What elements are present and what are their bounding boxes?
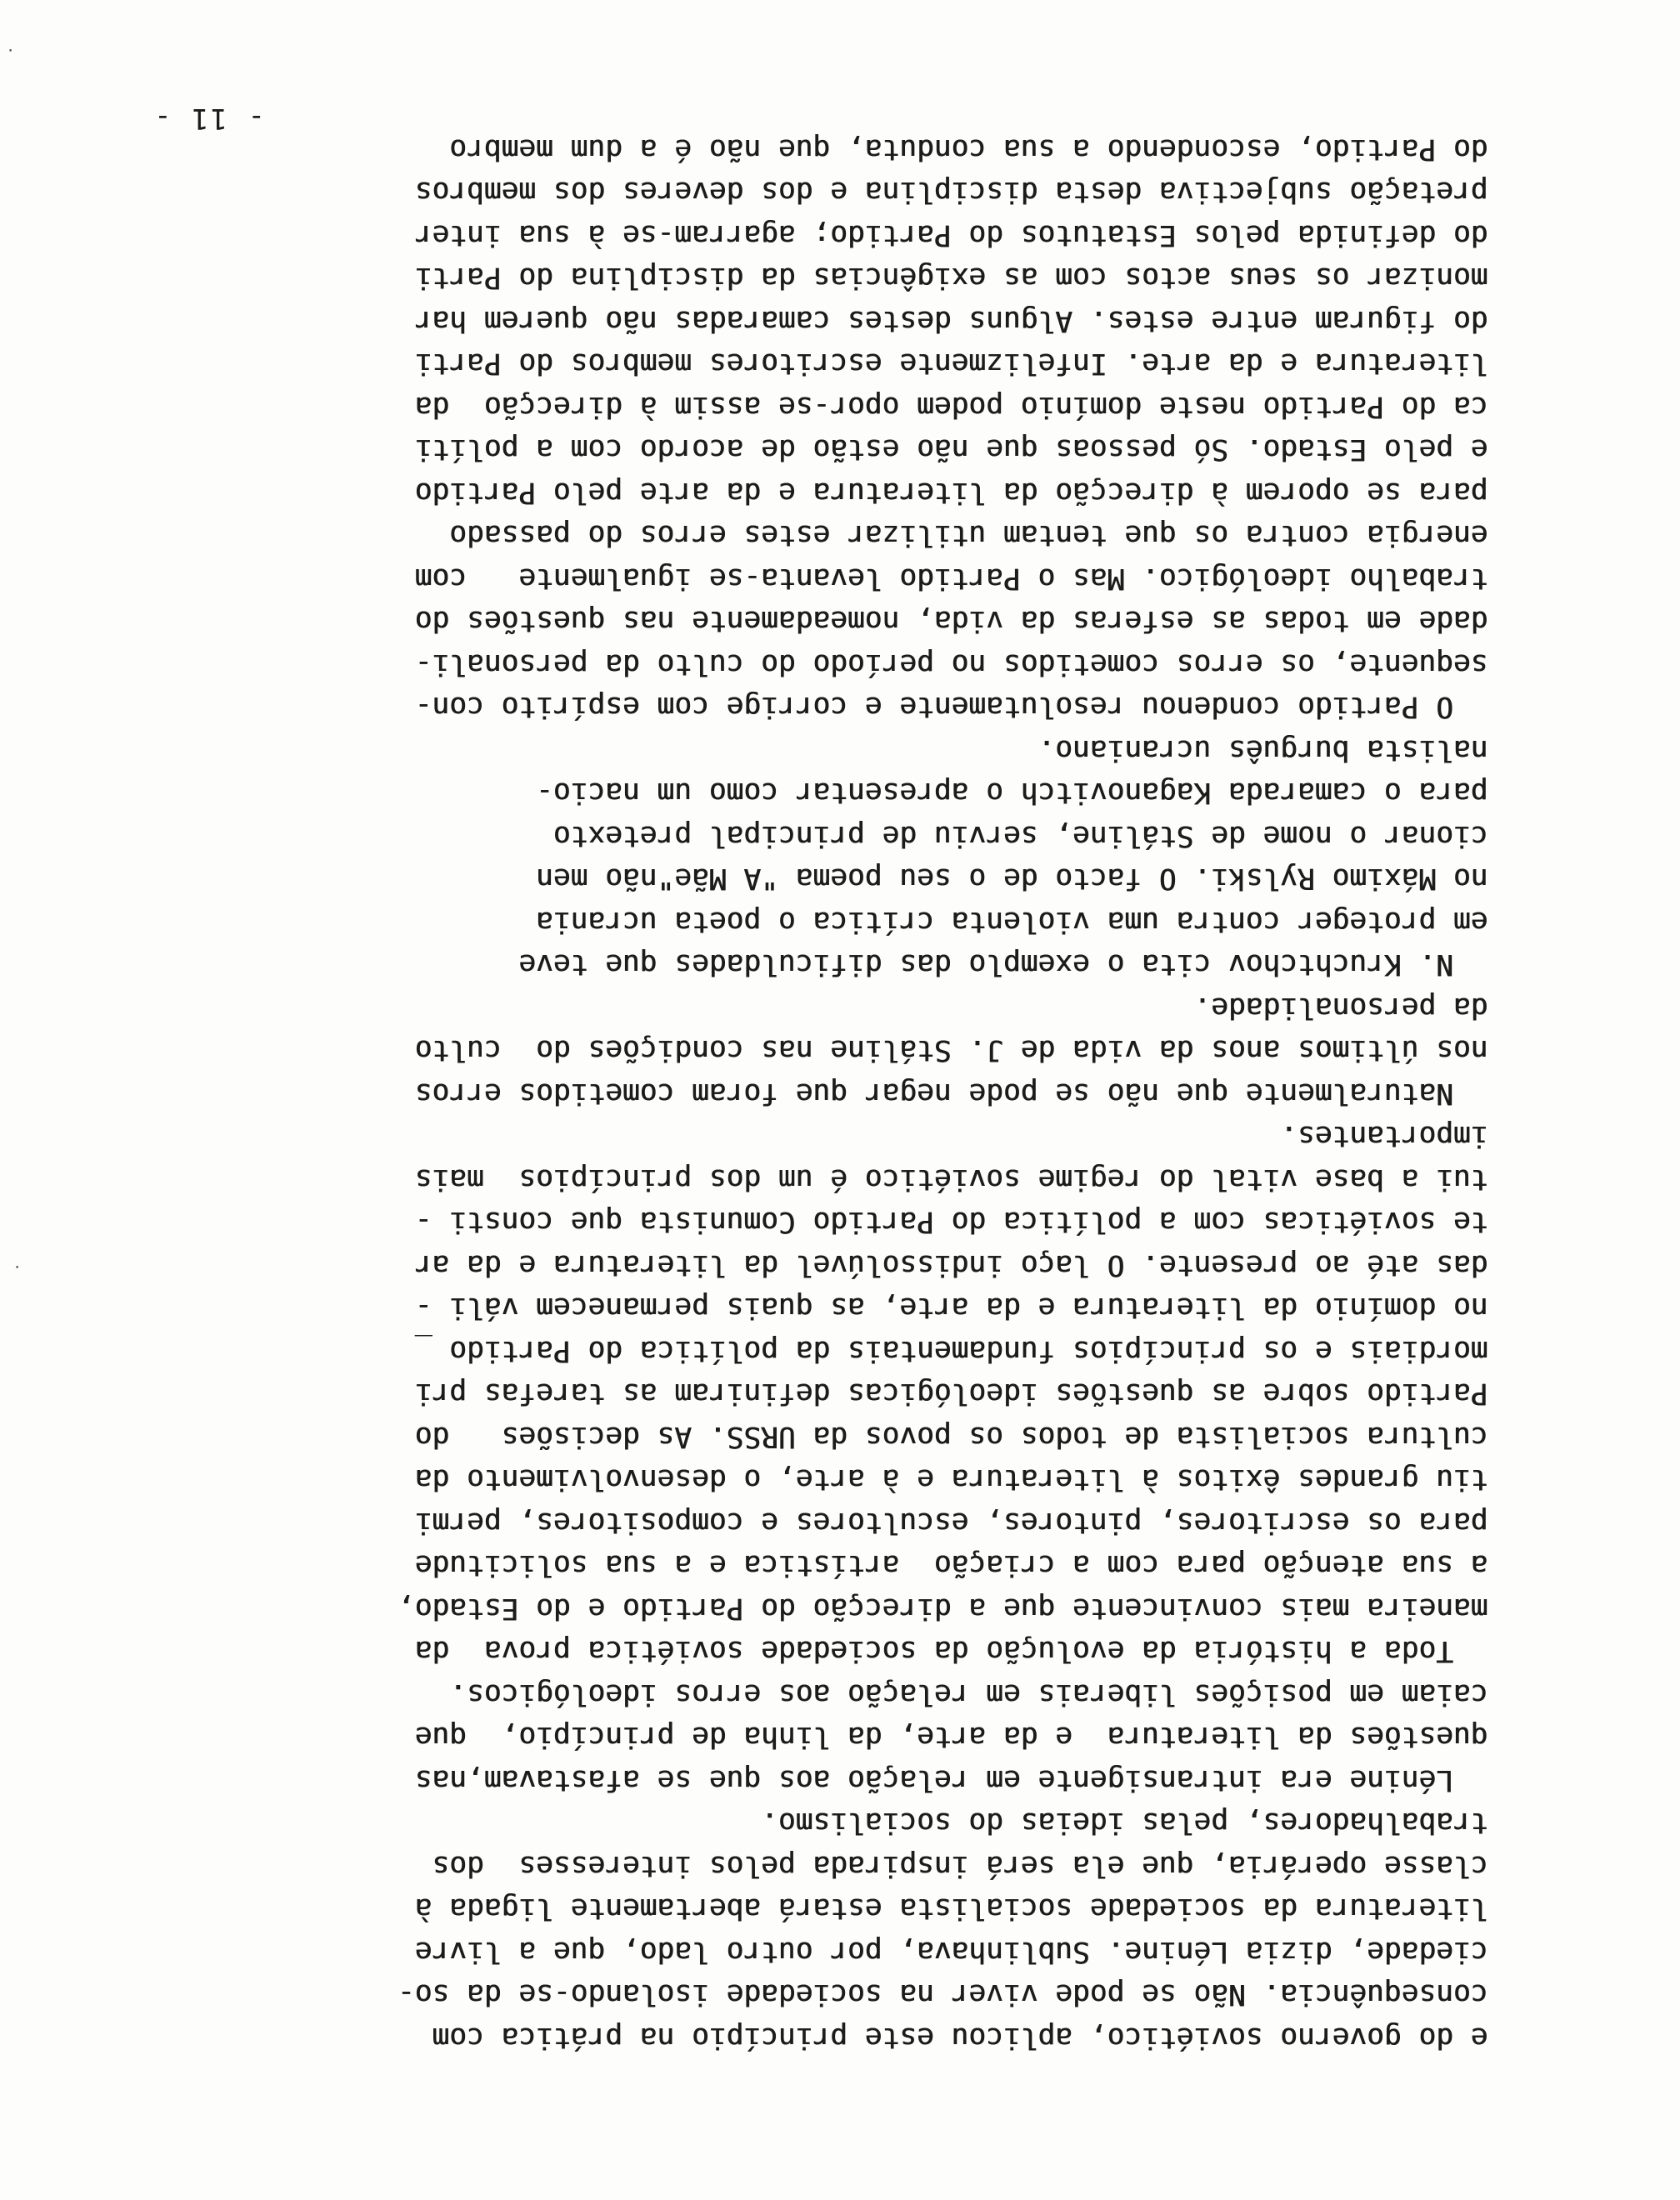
text-line: trabalho ideológico. Mas o Partido levanta-se igualmente com	[415, 562, 1488, 595]
text-line: cionar o nome de Stáline, serviu de principal pretexto	[553, 819, 1488, 852]
text-line: Partido sobre as questões ideológicas definiram as tarefas pri	[415, 1377, 1488, 1411]
text-line: N. Kruchtchov cita o exemplo das dificuldades que teve	[518, 948, 1488, 982]
text-line: classe operária, que ela será inspirada pelos interesses dos	[432, 1849, 1488, 1882]
text-line: Toda a história da evolução da sociedade soviética prova da	[415, 1634, 1488, 1668]
text-line: no domínio da literatura e da arte, as quais permanecem váli -	[415, 1291, 1488, 1325]
text-line: maneira mais convincente que a direcção do Partido e do Estado,	[398, 1592, 1488, 1625]
text-line: para os escritores, pintores, escultores e compositores, permi	[415, 1506, 1488, 1539]
text-line: te soviéticas com a política do Partido Comunista que consti -	[415, 1205, 1488, 1239]
scan-speck: ·	[6, 41, 15, 58]
text-line: do Partido, escondendo a sua conduta, que não é a dum membro	[449, 132, 1488, 166]
text-line: para o camarada Kaganovitch o apresentar como um nacio-	[536, 776, 1488, 810]
text-line: monizar os seus actos com as exigências da disciplina do Parti	[415, 261, 1488, 295]
text-line: ciedade, dizia Lénine. Sublinhava, por outro lado, que a livre	[415, 1935, 1488, 1968]
scan-speck: ·	[12, 1258, 22, 1275]
text-line: questões da literatura e da arte, da linha de princípio, que	[415, 1720, 1488, 1754]
text-line: tui a base vital do regime soviético é um dos princípios mais	[415, 1162, 1488, 1196]
text-line: cultura socialista de todos os povos da URSS. As decisões do	[415, 1420, 1488, 1453]
body-text	[155, 128, 1488, 2059]
text-line: e do governo soviético, aplicou este princípio na prática com	[432, 2021, 1488, 2054]
text-line: importantes.	[1280, 1119, 1488, 1153]
text-line: tiu grandes êxitos à literatura e à arte, o desenvolvimento da	[415, 1462, 1488, 1497]
text-line: Lénine era intransigente em relação aos que se afastavam,nas	[415, 1763, 1488, 1797]
text-line: mordiais e os princípios fundamentais da política do Partido _	[415, 1334, 1488, 1368]
text-line: para se oporem à direcção da literatura e da arte pelo Partido	[415, 476, 1488, 509]
text-line: e pelo Estado. Só pessoas que não estão de acordo com a políti	[415, 432, 1488, 467]
text-line: a sua atenção para com a criação artística e a sua solicitude	[415, 1548, 1488, 1582]
text-line: trabalhadores, pelas ideias do socialismo.	[761, 1806, 1488, 1840]
text-line: nalista burguês ucraniano.	[1038, 733, 1488, 767]
text-line: no Máximo Rylski. O facto de o seu poema "A Mãe"não men	[536, 862, 1488, 896]
text-line: do definida pelos Estatutos do Partido; agarram-se à sua inter	[415, 218, 1488, 252]
text-line: pretação subjectiva desta disciplina e dos deveres dos membros	[415, 175, 1488, 209]
text-line: Naturalmente que não se pode negar que foram cometidos erros	[415, 1077, 1488, 1110]
text-line: ca do Partido neste domínio podem opor-se assim à direcção da	[415, 390, 1488, 423]
text-line: caiam em posições liberais em relação aos erros ideológicos.	[449, 1678, 1488, 1711]
text-line: nos últimos anos da vida de J. Stáline nas condições do culto	[415, 1033, 1488, 1068]
text-line: consequência. Não se pode viver na sociedade isolando-se da so-	[398, 1978, 1488, 2012]
text-line: energia contra os que tentam utilizar estes erros do passado	[449, 518, 1488, 552]
text-line: sequente, os erros cometidos no período do culto da personali-	[415, 648, 1488, 681]
text-line: da personalidade.	[1193, 991, 1488, 1024]
text-line: literatura e da arte. Infelizmente escritores membros do Parti	[415, 347, 1488, 381]
text-line: em proteger contra uma violenta crítica o poeta ucrania	[536, 905, 1488, 938]
text-line: do figuram entre estes. Alguns destes camaradas não querem har	[415, 304, 1488, 338]
text-line: das até ao presente. O laço indissolúvel da literatura e da ar	[415, 1248, 1488, 1282]
text-line: literatura da sociedade socialista estará abertamente ligada à	[415, 1892, 1488, 1926]
text-line: O Partido condenou resolutamente e corrige com espírito con-	[415, 690, 1488, 724]
page-number: - 11 -	[152, 102, 265, 135]
text-line: dade em todas as esferas da vida, nomeadamente nas questões do	[415, 604, 1488, 638]
